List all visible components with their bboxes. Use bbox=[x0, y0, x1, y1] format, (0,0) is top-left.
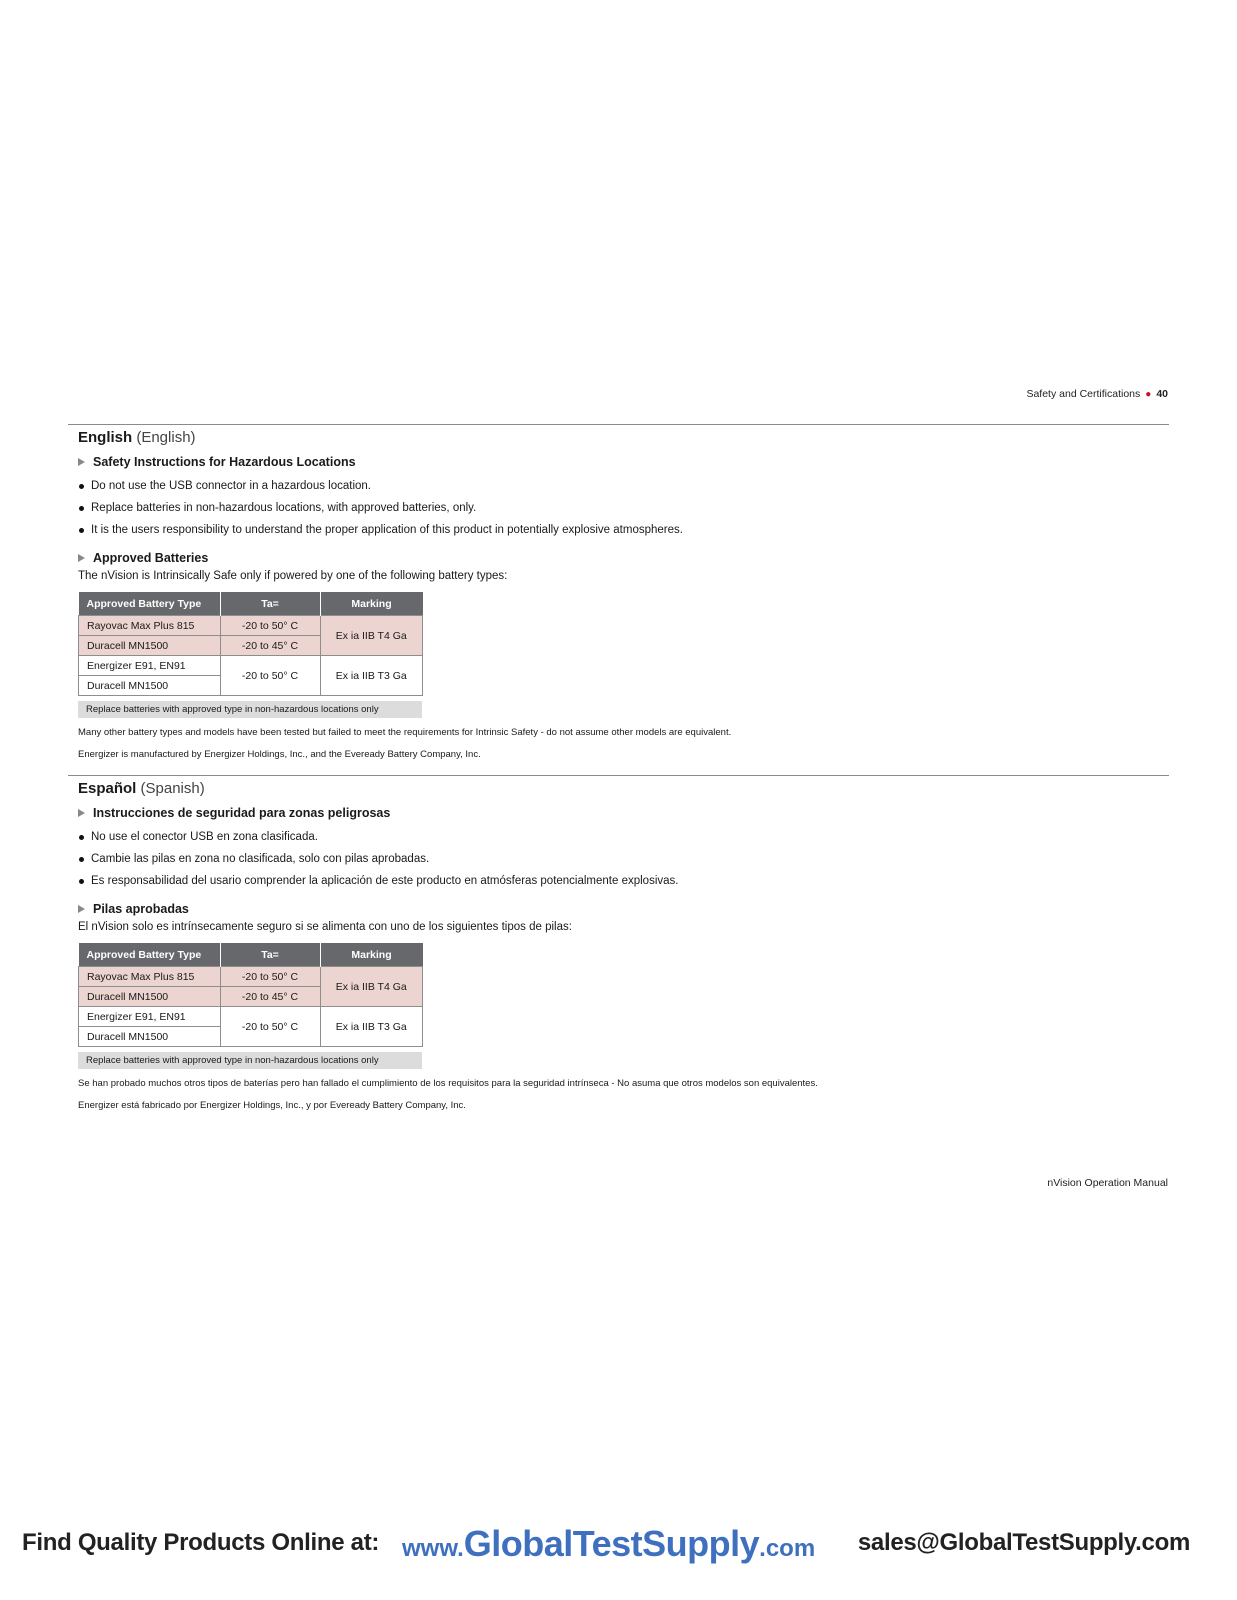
batteries-intro: El nVision solo es intrínsecamente seguro si se alimenta con uno de los siguientes tipos de pilas: bbox=[78, 921, 572, 933]
banner-email-link[interactable]: sales@GlobalTestSupply.com bbox=[857, 1529, 1190, 1556]
batteries-heading-text: Pilas aprobadas bbox=[93, 902, 189, 916]
triangle-bullet-icon bbox=[78, 809, 85, 817]
triangle-bullet-icon bbox=[78, 905, 85, 913]
triangle-bullet-icon bbox=[78, 458, 85, 466]
column-header-ta: Ta= bbox=[220, 943, 320, 967]
bullet-dot-icon bbox=[79, 879, 84, 884]
column-header-ta: Ta= bbox=[220, 592, 320, 616]
column-header-marking: Marking bbox=[320, 592, 423, 616]
battery-type-cell: Duracell MN1500 bbox=[79, 636, 221, 656]
url-main: GlobalTestSupply bbox=[463, 1523, 760, 1564]
table-note: Replace batteries with approved type in non-hazardous locations only bbox=[78, 701, 422, 718]
list-item bbox=[78, 826, 1169, 848]
header-dot-icon: ● bbox=[1145, 388, 1152, 400]
header-section-title: Safety and Certifications bbox=[1026, 388, 1141, 400]
marking-cell: Ex ia IIB T4 Ga bbox=[320, 967, 423, 1007]
section-title-sub: (Spanish) bbox=[140, 780, 205, 797]
list-item bbox=[78, 848, 1169, 870]
list-item-text: Cambie las pilas en zona no clasificada, solo con pilas aprobadas. bbox=[91, 853, 430, 865]
section-divider bbox=[68, 775, 1169, 776]
bullet-dot-icon bbox=[79, 528, 84, 533]
bullet-dot-icon bbox=[79, 835, 84, 840]
banner-url-link[interactable] bbox=[402, 1523, 815, 1565]
safety-list bbox=[78, 475, 1169, 541]
table-note: Replace batteries with approved type in non-hazardous locations only bbox=[78, 1052, 422, 1069]
footnote: Many other battery types and models have been tested but failed to meet the requirements for Intrinsic Safety - do not assume other models are equivalent. bbox=[78, 727, 732, 738]
batteries-heading-text: Approved Batteries bbox=[93, 551, 209, 565]
list-item bbox=[78, 497, 1169, 519]
footnote: Se han probado muchos otros tipos de baterías pero han fallado el cumplimiento de los requisitos para la seguridad intrínseca - No asuma que otros modelos son equivalentes. bbox=[78, 1078, 818, 1089]
page-number: 40 bbox=[1156, 388, 1168, 400]
batteries-heading bbox=[78, 551, 1169, 565]
batteries-intro: The nVision is Intrinsically Safe only if powered by one of the following battery types: bbox=[78, 570, 508, 582]
triangle-bullet-icon bbox=[78, 554, 85, 562]
table-header-row bbox=[79, 943, 423, 967]
promo-banner bbox=[0, 1525, 1237, 1565]
column-header-type: Approved Battery Type bbox=[79, 592, 221, 616]
table-header-row bbox=[79, 592, 423, 616]
list-item bbox=[78, 870, 1169, 892]
footnote: Energizer is manufactured by Energizer Holdings, Inc., and the Eveready Battery Company, Inc. bbox=[78, 749, 481, 760]
battery-type-cell: Energizer E91, EN91 bbox=[79, 656, 221, 676]
list-item-text: Do not use the USB connector in a hazardous location. bbox=[91, 480, 372, 492]
safety-heading bbox=[78, 806, 1169, 820]
section-title bbox=[78, 429, 1169, 446]
battery-type-cell: Rayovac Max Plus 815 bbox=[79, 967, 221, 987]
url-suffix: .com bbox=[759, 1535, 816, 1562]
batteries-heading bbox=[78, 902, 1169, 916]
safety-heading-text: Safety Instructions for Hazardous Locations bbox=[93, 455, 356, 469]
marking-cell: Ex ia IIB T3 Ga bbox=[320, 1007, 423, 1047]
table-row bbox=[79, 656, 423, 676]
ta-cell: -20 to 45° C bbox=[220, 987, 320, 1007]
marking-cell: Ex ia IIB T3 Ga bbox=[320, 656, 423, 696]
battery-table bbox=[78, 592, 423, 696]
battery-type-cell: Duracell MN1500 bbox=[79, 676, 221, 696]
url-prefix: www. bbox=[402, 1535, 464, 1562]
ta-cell: -20 to 45° C bbox=[220, 636, 320, 656]
table-row bbox=[79, 616, 423, 636]
battery-type-cell: Energizer E91, EN91 bbox=[79, 1007, 221, 1027]
safety-heading bbox=[78, 455, 1169, 469]
section-divider bbox=[68, 424, 1169, 425]
column-header-type: Approved Battery Type bbox=[79, 943, 221, 967]
list-item bbox=[78, 475, 1169, 497]
footnote: Energizer está fabricado por Energizer Holdings, Inc., y por Eveready Battery Company, Inc. bbox=[78, 1100, 466, 1111]
list-item bbox=[78, 519, 1169, 541]
column-header-marking: Marking bbox=[320, 943, 423, 967]
ta-cell: -20 to 50° C bbox=[220, 1007, 320, 1047]
section-title-main: English bbox=[78, 429, 133, 446]
section-title bbox=[78, 780, 1169, 797]
table-row bbox=[79, 967, 423, 987]
bullet-dot-icon bbox=[79, 484, 84, 489]
safety-heading-text: Instrucciones de seguridad para zonas peligrosas bbox=[93, 806, 391, 820]
manual-footer: nVision Operation Manual bbox=[1047, 1177, 1168, 1189]
ta-cell: -20 to 50° C bbox=[220, 656, 320, 696]
ta-cell: -20 to 50° C bbox=[220, 967, 320, 987]
section-title-sub: (English) bbox=[136, 429, 196, 446]
bullet-dot-icon bbox=[79, 857, 84, 862]
banner-tagline: Find Quality Products Online at: bbox=[22, 1529, 380, 1556]
page-header bbox=[1026, 388, 1168, 400]
table-row bbox=[79, 1007, 423, 1027]
marking-cell: Ex ia IIB T4 Ga bbox=[320, 616, 423, 656]
ta-cell: -20 to 50° C bbox=[220, 616, 320, 636]
battery-type-cell: Rayovac Max Plus 815 bbox=[79, 616, 221, 636]
battery-table bbox=[78, 943, 423, 1047]
list-item-text: No use el conector USB en zona clasificada. bbox=[91, 831, 318, 843]
battery-type-cell: Duracell MN1500 bbox=[79, 987, 221, 1007]
safety-list bbox=[78, 826, 1169, 892]
list-item-text: Es responsabilidad del usario comprender la aplicación de este producto en atmósferas potencialmente explosivas. bbox=[91, 875, 679, 887]
battery-type-cell: Duracell MN1500 bbox=[79, 1027, 221, 1047]
section-title-main: Español bbox=[78, 780, 137, 797]
spanish-section bbox=[68, 775, 1169, 1113]
list-item-text: It is the users responsibility to understand the proper application of this product in potentially explosive atmospheres. bbox=[91, 524, 683, 536]
english-section bbox=[68, 424, 1169, 762]
bullet-dot-icon bbox=[79, 506, 84, 511]
list-item-text: Replace batteries in non-hazardous locations, with approved batteries, only. bbox=[91, 502, 477, 514]
